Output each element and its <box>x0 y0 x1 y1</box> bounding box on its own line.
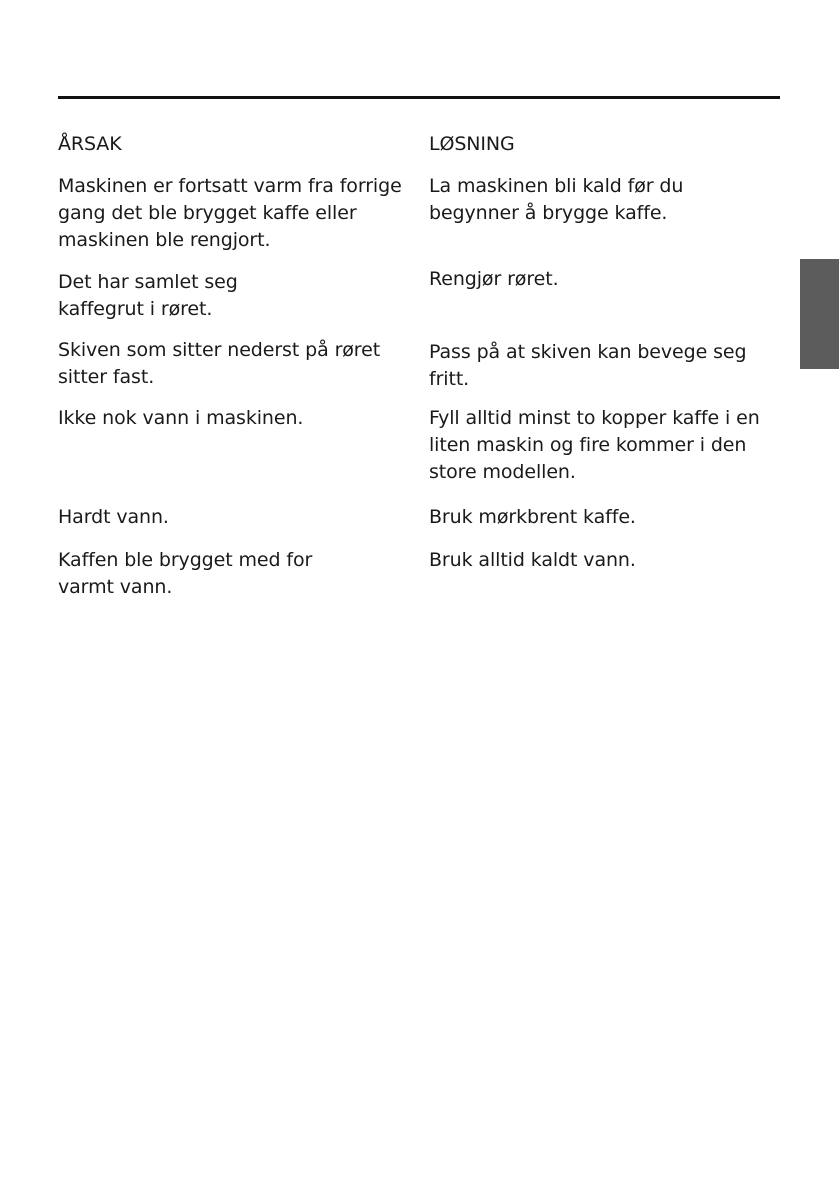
solution-cell: Fyll alltid minst to kopper kaffe i en liten maskin og fire kommer i den store modellen. <box>429 407 760 483</box>
header-rule <box>58 96 780 99</box>
table-row <box>58 337 780 405</box>
solution-cell: La maskinen bli kald før du begynner å brygge kaffe. <box>429 175 684 224</box>
solution-cell: Pass på at skiven kan bevege seg fritt. <box>429 341 747 390</box>
cause-column-header: ÅRSAK <box>58 133 122 155</box>
table-row <box>58 269 780 337</box>
solution-cell: Bruk mørkbrent kaffe. <box>429 506 636 528</box>
cause-cell: Maskinen er fortsatt varm fra forrige gang det ble brygget kaffe eller maskinen ble rengjort. <box>58 175 402 251</box>
table-row <box>58 504 780 547</box>
cause-cell: Ikke nok vann i maskinen. <box>58 407 304 429</box>
cause-cell: Det har samlet seg kaffegrut i røret. <box>58 271 238 320</box>
cause-cell: Skiven som sitter nederst på røret sitter fast. <box>58 339 381 388</box>
cause-cell: Kaffen ble brygget med for varmt vann. <box>58 549 313 598</box>
table-header <box>58 131 780 173</box>
table-row <box>58 547 780 607</box>
cause-cell: Hardt vann. <box>58 506 169 528</box>
language-side-tab <box>800 259 839 369</box>
solution-column-header: LØSNING <box>429 133 515 155</box>
solution-cell: Rengjør røret. <box>429 268 559 290</box>
table-row <box>58 173 780 251</box>
solution-cell: Bruk alltid kaldt vann. <box>429 549 636 571</box>
table-row <box>58 405 780 504</box>
troubleshooting-table <box>58 131 780 607</box>
